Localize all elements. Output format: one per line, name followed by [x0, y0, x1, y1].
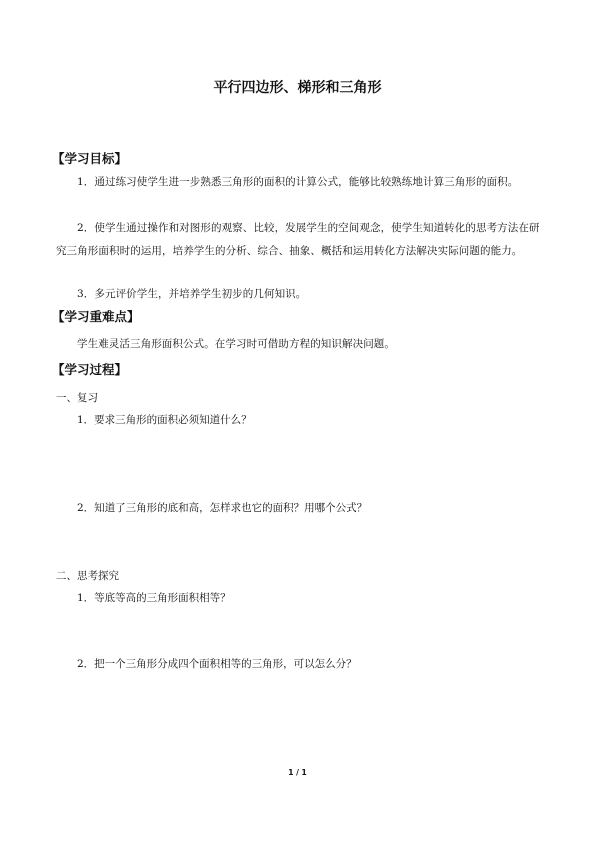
part-label-explore: 二、思考探究 — [56, 570, 119, 582]
review-question-2: 2．知道了三角形的底和高，怎样求也它的面积？用哪个公式？ — [77, 502, 368, 514]
objective-item-2: 2．使学生通过操作和对图形的观察、比较，发展学生的空间观念，使学生知道转化的思考方法在研究三角形面积时的运用，培养学生的分析、综合、抽象、概括和运用转化方法解决实际问题的能力。 — [56, 222, 540, 257]
section-heading-process: 【学习过程】 — [52, 362, 128, 377]
review-question-1: 1．要求三角形的面积必须知道什么？ — [77, 414, 252, 426]
document-title: 平行四边形、梯形和三角形 — [213, 80, 382, 96]
part-label-review: 一、复习 — [56, 392, 98, 404]
objective-item-1: 1．通过练习使学生进一步熟悉三角形的面积的计算公式，能够比较熟练地计算三角形的面积。 — [77, 176, 519, 188]
page-number: 1 / 1 — [288, 768, 307, 777]
explore-question-1: 1．等底等高的三角形面积相等？ — [77, 592, 231, 604]
key-points-text: 学生难灵活三角形面积公式。在学习时可借助方程的知识解决问题。 — [77, 338, 395, 350]
section-heading-key-points: 【学习重难点】 — [52, 309, 140, 324]
section-heading-objectives: 【学习目标】 — [52, 151, 128, 166]
objective-item-3: 3．多元评价学生，并培养学生初步的几何知识。 — [77, 288, 307, 300]
explore-question-2: 2．把一个三角形分成四个面积相等的三角形，可以怎么分？ — [77, 658, 357, 670]
